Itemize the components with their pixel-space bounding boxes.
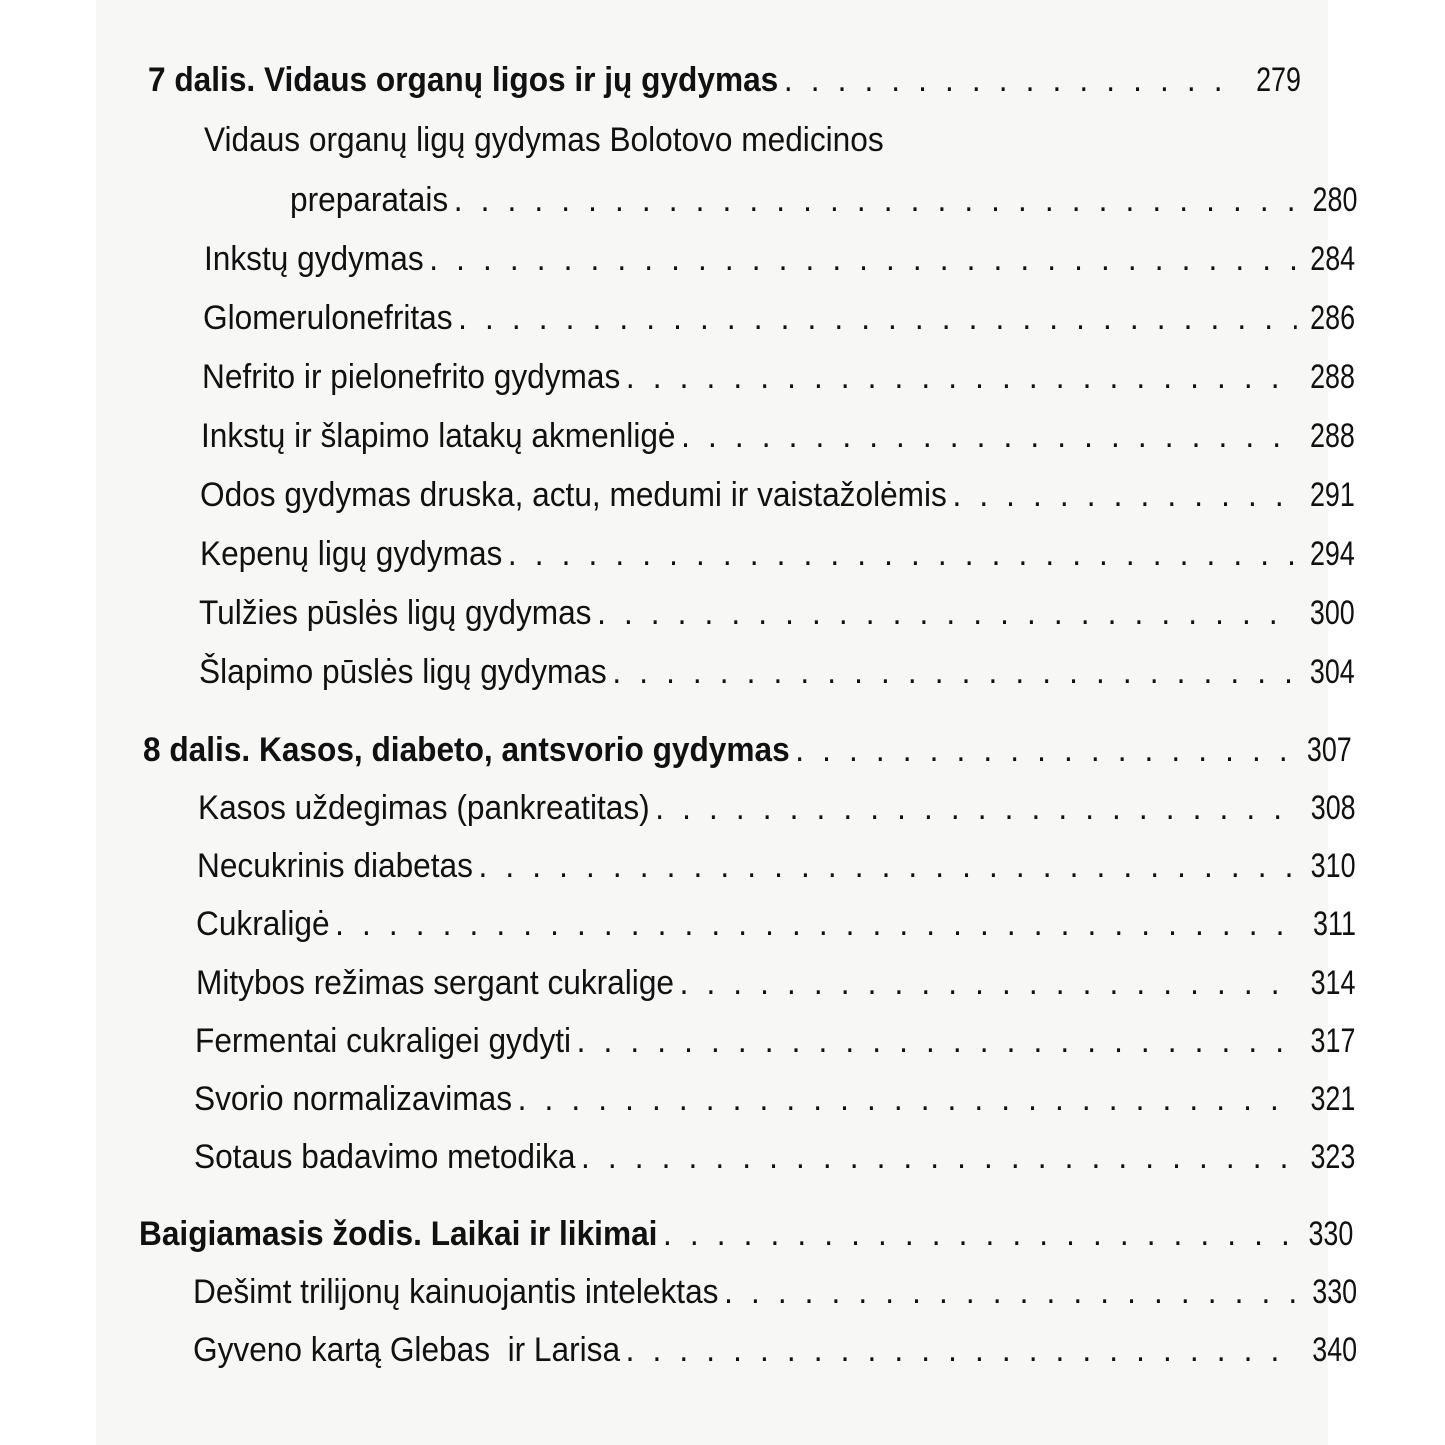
dot-leader: [597, 593, 1297, 633]
dot-leader: [795, 730, 1293, 770]
dot-leader: [655, 788, 1297, 828]
entry-title: Kepenų ligų gydymas: [200, 535, 503, 573]
toc-entry: [194, 1079, 1356, 1119]
page-number: 280: [1312, 181, 1358, 219]
entry-title: Fermentai cukraligei gydyti: [195, 1022, 572, 1060]
toc-entry: [196, 963, 1356, 1003]
dot-leader: [518, 1079, 1298, 1119]
page-number: 300: [1310, 594, 1355, 632]
page-number: 330: [1312, 1273, 1358, 1311]
page-number: 308: [1311, 789, 1356, 827]
entry-title: Sotaus badavimo metodika: [194, 1138, 576, 1176]
dot-leader: [429, 239, 1297, 279]
toc-entry: [200, 534, 1355, 574]
toc-entry: [199, 652, 1355, 692]
section-title: 8 dalis. Kasos, diabeto, antsvorio gydymas: [143, 731, 790, 769]
dot-leader: [626, 357, 1297, 397]
page-number: 307: [1307, 731, 1352, 769]
entry-title: Cukraligė: [196, 905, 330, 943]
entry-title: Gyveno kartą Glebas ir Larisa: [193, 1331, 621, 1369]
page-number: 288: [1310, 358, 1356, 396]
page-number: 317: [1310, 1022, 1356, 1060]
toc-entry: [200, 475, 1355, 515]
toc-entry: [198, 788, 1356, 828]
page-number: 304: [1310, 653, 1355, 691]
toc-entry: [193, 1330, 1357, 1370]
page-number: 279: [1256, 61, 1302, 99]
dot-leader: [581, 1137, 1297, 1177]
toc-entry: [203, 298, 1355, 338]
entry-title: Nefrito ir pielonefrito gydymas: [202, 358, 621, 396]
page-number: 286: [1310, 299, 1356, 337]
dot-leader: [784, 60, 1243, 100]
dot-leader: [458, 298, 1297, 338]
entry-title: Svorio normalizavimas: [194, 1080, 513, 1118]
dot-leader: [681, 416, 1297, 456]
dot-leader: [663, 1214, 1295, 1254]
dot-leader: [612, 652, 1296, 692]
dot-leader: [724, 1272, 1299, 1312]
dot-leader: [577, 1021, 1298, 1061]
page-number: 294: [1310, 535, 1356, 573]
dot-leader: [508, 534, 1297, 574]
toc-entry: [194, 1137, 1356, 1177]
dot-leader: [952, 475, 1296, 515]
section-title: 7 dalis. Vidaus organų ligos ir jų gydymas: [148, 61, 779, 99]
page-number: 310: [1310, 847, 1356, 885]
page-number: 311: [1312, 905, 1356, 943]
entry-title: Kasos uždegimas (pankreatitas): [198, 789, 650, 827]
entry-title: Glomerulonefritas: [203, 299, 453, 337]
page-number: 340: [1312, 1331, 1358, 1369]
toc-entry: [197, 846, 1356, 886]
page-number: 284: [1310, 240, 1356, 278]
toc-entry: [290, 180, 1358, 220]
page-number: 323: [1310, 1138, 1356, 1176]
page-number: 330: [1308, 1215, 1354, 1253]
dot-leader: [454, 180, 1300, 220]
page-number: 288: [1310, 417, 1356, 455]
toc-entry: [195, 1021, 1356, 1061]
dot-leader: [479, 846, 1298, 886]
section-title: Baigiamasis žodis. Laikai ir likimai: [139, 1215, 658, 1253]
toc-entry: [201, 416, 1355, 456]
dot-leader: [335, 904, 1300, 944]
dot-leader: [626, 1330, 1299, 1370]
entry-title: Dešimt trilijonų kainuojantis intelektas: [193, 1273, 719, 1311]
toc-entry: [193, 1272, 1357, 1312]
page-number: 314: [1310, 964, 1356, 1002]
entry-title: Inkstų ir šlapimo latakų akmenligė: [201, 417, 676, 455]
toc-entry: [204, 239, 1355, 279]
entry-title: Mitybos režimas sergant cukralige: [196, 964, 674, 1002]
page-number: 321: [1310, 1080, 1356, 1118]
toc-section-heading: [148, 60, 1301, 100]
entry-title: Necukrinis diabetas: [197, 847, 473, 885]
entry-title: Tulžies pūslės ligų gydymas: [199, 594, 592, 632]
toc-entry: [199, 593, 1355, 633]
toc-section-heading: [139, 1214, 1354, 1254]
entry-title: Odos gydymas druska, actu, medumi ir vaistažolėmis: [200, 476, 947, 514]
entry-title: Inkstų gydymas: [204, 240, 424, 278]
toc-entry-line1: Vidaus organų ligų gydymas Bolotovo medicinos: [204, 121, 884, 159]
toc-entry: [196, 904, 1356, 944]
toc-entry: [202, 357, 1355, 397]
entry-title: preparatais: [290, 181, 449, 219]
page-number: 291: [1310, 476, 1356, 514]
toc-section-heading: [143, 730, 1352, 770]
entry-title: Šlapimo pūslės ligų gydymas: [199, 653, 607, 691]
dot-leader: [680, 963, 1298, 1003]
